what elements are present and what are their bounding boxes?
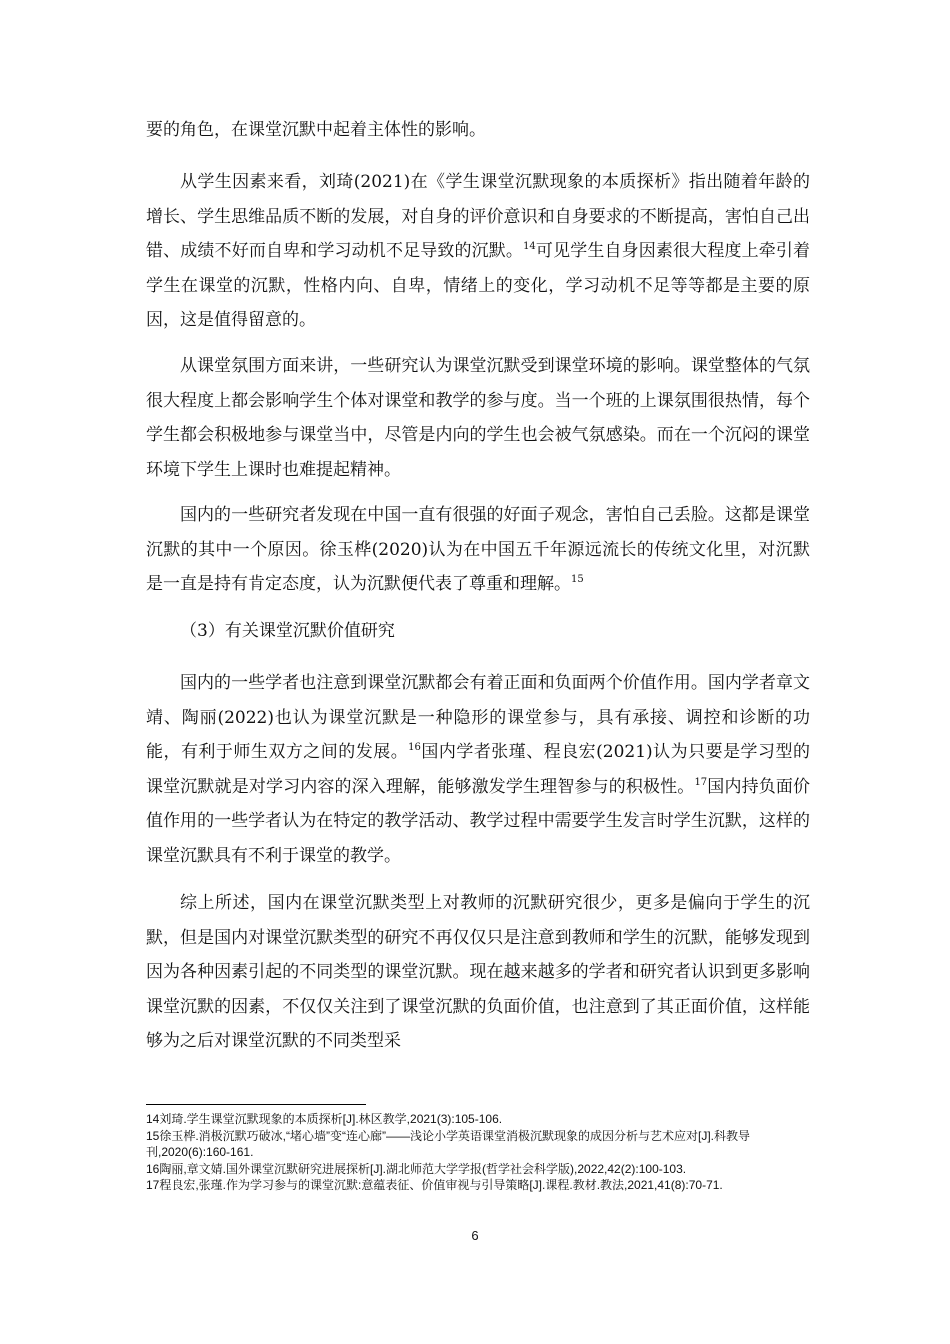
paragraph-text: 从学生因素来看，刘琦(2021)在《学生课堂沉默现象的本质探析》指出随着年龄的增长、学生思维品质不断的发展，对自身的评价意识和自身要求的不断提高，害怕自己出错、成绩不好而自卑和学习动机不足导致的沉默。: [146, 172, 810, 261]
paragraph-2: [146, 349, 810, 487]
paragraph-text: 国内持负面价值作用的一些学者认为在特定的教学活动、教学过程中需要学生发言时学生沉默，这样的课堂沉默具有不利于课堂的教学。: [146, 776, 811, 866]
section-heading: [146, 614, 810, 649]
paragraph-text: 国内的一些学者也注意到课堂沉默都会有着正面和负面两个价值作用。国内学者章文靖、陶丽(2022)也认为课堂沉默是一种隐形的课堂参与，具有承接、调控和诊断的功能，有利于师生双方之间的发展。: [146, 673, 810, 762]
paragraph-text: 综上所述，国内在课堂沉默类型上对教师的沉默研究很少，更多是偏向于学生的沉默，但是国内对课堂沉默类型的研究不再仅仅只是注意到教师和学生的沉默，能够发现到因为各种因素引起的不同类型的课堂沉默。现在越来越多的学者和研究者认识到更多影响课堂沉默的因素，不仅仅关注到了课堂沉默的负面价值，也注意到了其正面价值，这样能够为之后对课堂沉默的不同类型采: [146, 893, 810, 1051]
paragraph-text: 要的角色，在课堂沉默中起着主体性的影响。: [146, 120, 486, 140]
paragraph-text: 从课堂氛围方面来讲，一些研究认为课堂沉默受到课堂环境的影响。课堂整体的气氛很大程度上都会影响学生个体对课堂和教学的参与度。当一个班的上课氛围很热情，每个学生都会积极地参与课堂当中，尽管是内向的学生也会被气氛感染。而在一个沉闷的课堂环境下学生上课时也难提起精神。: [146, 356, 810, 480]
footnotes: [146, 1111, 810, 1194]
footnote-item: 16陶丽,章文婧.国外课堂沉默研究进展探析[J].湖北师范大学学报(哲学社会科学版),2022,42(2):100-103.: [146, 1161, 687, 1176]
footnote-separator: [146, 1104, 366, 1105]
footnote-item: 14刘琦.学生课堂沉默现象的本质探析[J].林区教学,2021(3):105-106.: [146, 1112, 503, 1126]
paragraph-4: [146, 666, 810, 873]
footnote-reference[interactable]: 15: [571, 574, 584, 585]
paragraph-5: [146, 886, 810, 1059]
paragraph-text: 国内学者张瑾、程良宏(2021)认为只要是学习型的课堂沉默就是对学习内容的深入理解，能够激发学生理智参与的积极性。: [146, 742, 810, 797]
footnote-item: 15徐玉桦.消极沉默巧破冰,“堵心墙”变“连心廊”——浅论小学英语课堂消极沉默现象的成因分析与艺术应对[J].科教导刊,2020(6):160-161.: [146, 1128, 751, 1159]
paragraph-1: [146, 165, 810, 338]
footnote-reference[interactable]: 16: [408, 742, 421, 753]
footnote-reference[interactable]: 14: [523, 241, 536, 252]
page-number: 6: [471, 1228, 479, 1243]
section-heading-text: （3）有关课堂沉默价值研究: [180, 621, 395, 641]
paragraph-text: 可见学生自身因素很大程度上牵引着学生在课堂的沉默，性格内向、自卑，情绪上的变化，学习动机不足等等都是主要的原因，这是值得留意的。: [146, 241, 811, 330]
paragraph-text: 国内的一些研究者发现在中国一直有很强的好面子观念，害怕自己丢脸。这都是课堂沉默的其中一个原因。徐玉桦(2020)认为在中国五千年源远流长的传统文化里，对沉默是一直是持有肯定态度，认为沉默便代表了尊重和理解。: [146, 505, 810, 594]
footnote-item: 17程良宏,张瑾.作为学习参与的课堂沉默:意蕴表征、价值审视与引导策略[J].课程.教材.教法,2021,41(8):70-71.: [146, 1178, 723, 1192]
footnote-reference[interactable]: 17: [694, 776, 708, 788]
paragraph-3: [146, 498, 810, 602]
paragraph-0: [146, 113, 810, 148]
